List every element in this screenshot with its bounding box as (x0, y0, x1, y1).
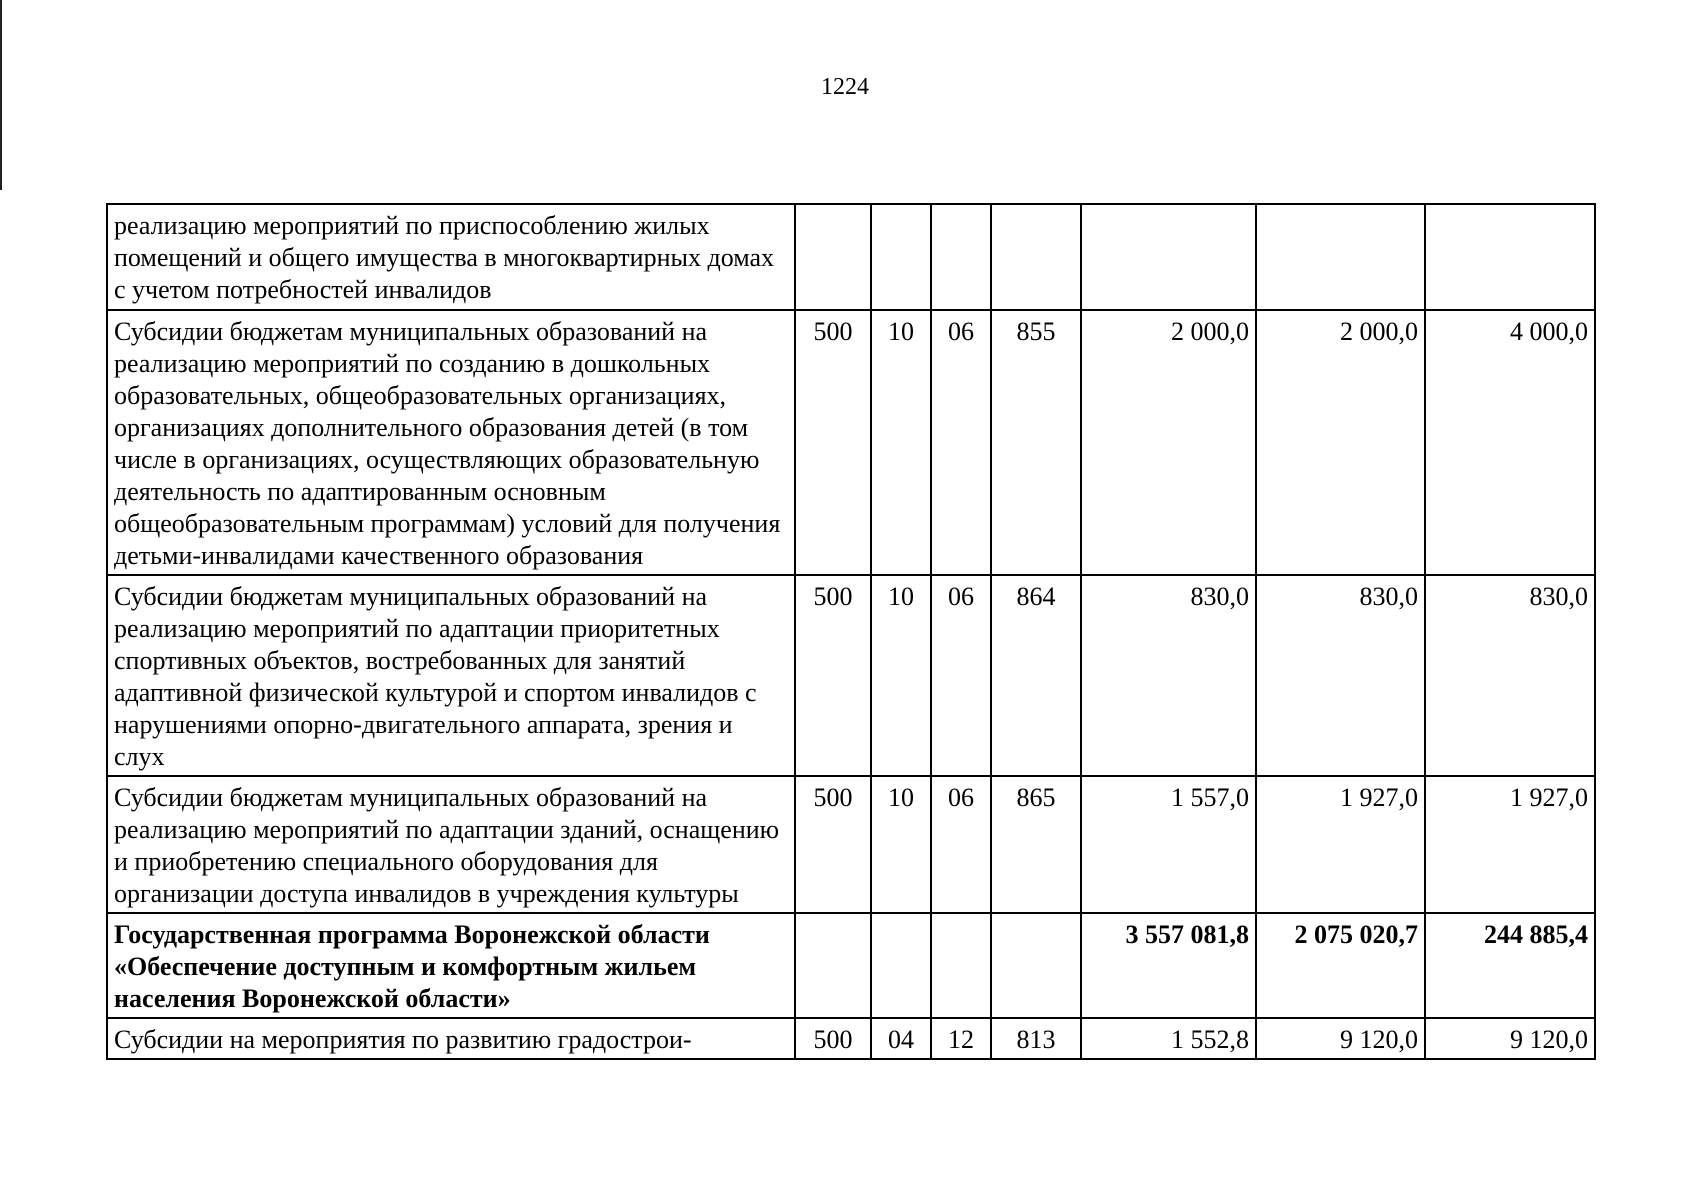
amount-year-3: 830,0 (1425, 575, 1595, 776)
amount-year-2: 830,0 (1256, 575, 1425, 776)
ministry-code (795, 913, 871, 1018)
subsection-code (931, 913, 991, 1018)
amount-year-3: 244 885,4 (1425, 913, 1595, 1018)
budget-table (106, 203, 1596, 1060)
table-row (107, 575, 1595, 776)
expense-type-code (991, 204, 1081, 310)
amount-year-2: 9 120,0 (1256, 1018, 1425, 1059)
program-title: Государственная программа Воронежской области «Обеспечение доступным и комфортным жильем населения Воронежской области» (107, 913, 795, 1018)
subsection-code: 06 (931, 575, 991, 776)
subsection-code: 12 (931, 1018, 991, 1059)
amount-year-3: 1 927,0 (1425, 776, 1595, 913)
expense-type-code (991, 913, 1081, 1018)
row-description: Субсидии бюджетам муниципальных образований на реализацию мероприятий по созданию в дошкольных образовательных, общеобразовательных организациях, организациях дополнительного образования детей (в том числе в организациях, осуществляющих образовательную деятельность по адаптированным основным общеобразовательным программам) условий для получения детьми-инвалидами качественного образования (107, 310, 795, 575)
amount-year-1: 1 552,8 (1081, 1018, 1256, 1059)
subsection-code: 06 (931, 310, 991, 575)
table-row (107, 776, 1595, 913)
amount-year-1: 2 000,0 (1081, 310, 1256, 575)
amount-year-1 (1081, 204, 1256, 310)
amount-year-2: 2 000,0 (1256, 310, 1425, 575)
amount-year-2: 2 075 020,7 (1256, 913, 1425, 1018)
section-code (871, 204, 931, 310)
amount-year-2: 1 927,0 (1256, 776, 1425, 913)
subsection-code (931, 204, 991, 310)
page-number: 1224 (821, 74, 869, 100)
section-code: 10 (871, 575, 931, 776)
expense-type-code: 864 (991, 575, 1081, 776)
row-description: реализацию мероприятий по приспособлению жилых помещений и общего имущества в многоквартирных домах с учетом потребностей инвалидов (107, 204, 795, 310)
section-code: 04 (871, 1018, 931, 1059)
row-description: Субсидии бюджетам муниципальных образований на реализацию мероприятий по адаптации зданий, оснащению и приобретению специального оборудования для организации доступа инвалидов в учреждения культуры (107, 776, 795, 913)
table-row (107, 310, 1595, 575)
amount-year-3 (1425, 204, 1595, 310)
expense-type-code: 855 (991, 310, 1081, 575)
amount-year-1: 830,0 (1081, 575, 1256, 776)
expense-type-code: 813 (991, 1018, 1081, 1059)
ministry-code: 500 (795, 1018, 871, 1059)
amount-year-2 (1256, 204, 1425, 310)
ministry-code: 500 (795, 575, 871, 776)
subsection-code: 06 (931, 776, 991, 913)
section-code: 10 (871, 310, 931, 575)
expense-type-code: 865 (991, 776, 1081, 913)
ministry-code: 500 (795, 310, 871, 575)
amount-year-3: 9 120,0 (1425, 1018, 1595, 1059)
amount-year-1: 1 557,0 (1081, 776, 1256, 913)
ministry-code (795, 204, 871, 310)
program-total-row (107, 913, 1595, 1018)
amount-year-1: 3 557 081,8 (1081, 913, 1256, 1018)
section-code: 10 (871, 776, 931, 913)
table-row (107, 1018, 1595, 1059)
table-row (107, 204, 1595, 310)
row-description: Субсидии на мероприятия по развитию градострои- (107, 1018, 795, 1059)
row-description: Субсидии бюджетам муниципальных образований на реализацию мероприятий по адаптации приоритетных спортивных объектов, востребованных для занятий адаптивной физической культурой и спортом инвалидов с нарушениями опорно-двигательного аппарата, зрения и слух (107, 575, 795, 776)
ministry-code: 500 (795, 776, 871, 913)
section-code (871, 913, 931, 1018)
amount-year-3: 4 000,0 (1425, 310, 1595, 575)
